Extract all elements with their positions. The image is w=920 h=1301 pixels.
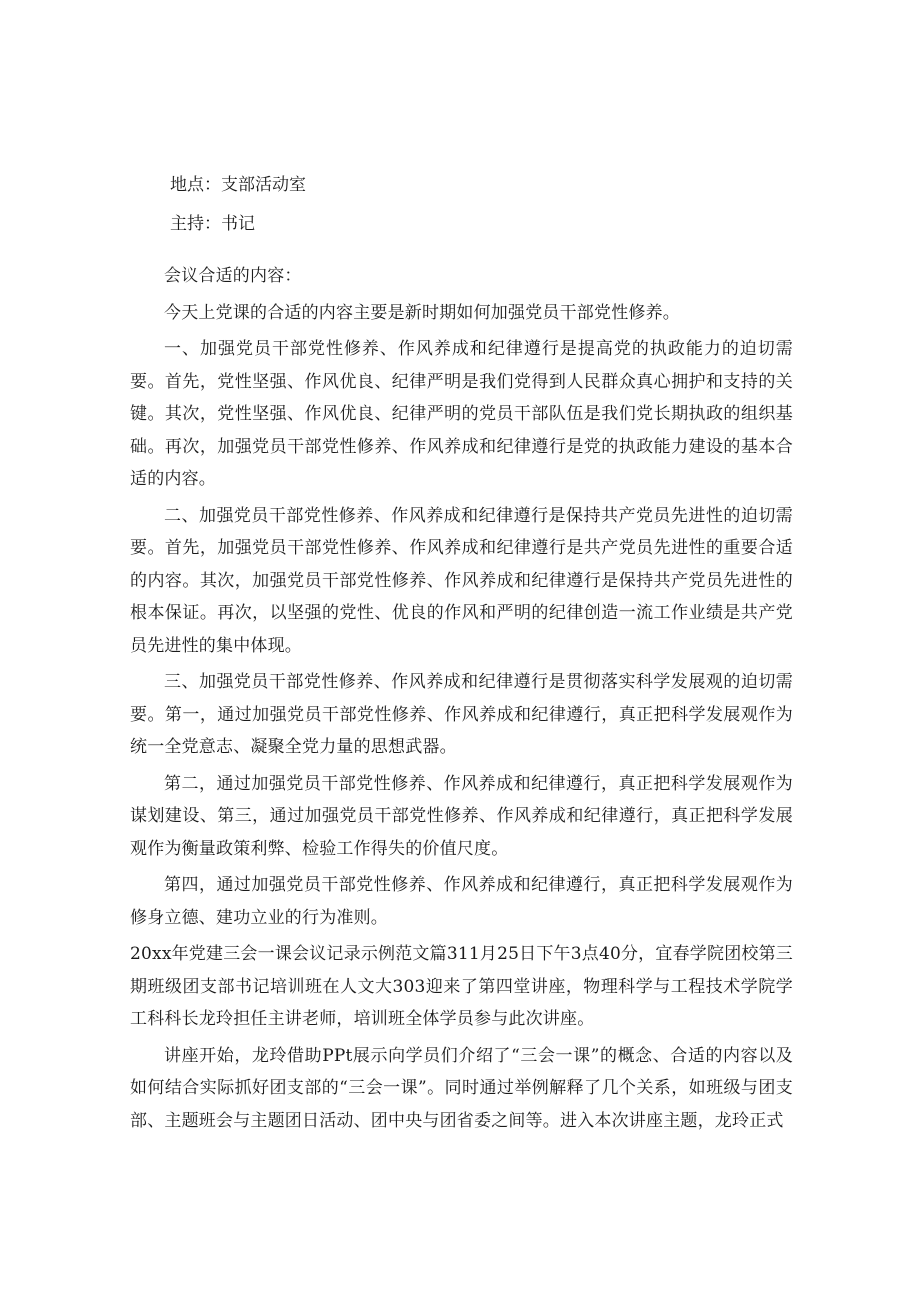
paragraph-lecture-start: 讲座开始，龙玲借助PPt展示向学员们介绍了“三会一课”的概念、合适的内容以及如何结合实际抓好团支部的“三会一课”。同时通过举例解释了几个关系，如班级与团支部、主题班会与主题团日活动、团中央与团省委之间等。进入本次讲座主题，龙玲正式 [130, 1045, 793, 1131]
paragraph-point-one: 一、加强党员干部党性修养、作风养成和纪律遵行是提高党的执政能力的迫切需要。首先，党性坚强、作风优良、纪律严明是我们党得到人民群众真心拥护和支持的关键。其次，党性坚强、作风优良、纪律严明的党员干部队伍是我们党长期执政的组织基础。再次，加强党员干部党性修养、作风养成和纪律遵行是党的执政能力建设的基本合适的内容。 [130, 339, 793, 489]
paragraph-point-two: 二、加强党员干部党性修养、作风养成和纪律遵行是保持共产党员先进性的迫切需要。首先，加强党员干部党性修养、作风养成和纪律遵行是共产党员先进性的重要合适的内容。其次，加强党员干部党性修养、作风养成和纪律遵行是保持共产党员先进性的根本保证。再次，以坚强的党性、优良的作风和严明的纪律创造一流工作业绩是共产党员先进性的集中体现。 [130, 505, 793, 656]
content-heading: 会议合适的内容： [164, 266, 302, 286]
paragraph-training-record: 20xx年党建三会一课会议记录示例范文篇311月25日下午3点40分，宜春学院团校第三期班级团支部书记培训班在人文大303迎来了第四堂讲座，物理科学与工程技术学院学工科科长龙玲担任主讲老师，培训班全体学员参与此次讲座。 [130, 944, 793, 1029]
paragraph-fourth: 第四，通过加强党员干部党性修养、作风养成和纪律遵行，真正把科学发展观作为修身立德、建功立业的行为准则。 [130, 875, 793, 928]
meeting-host: 主持：书记 [170, 214, 255, 234]
paragraph-second-third: 第二，通过加强党员干部党性修养、作风养成和纪律遵行，真正把科学发展观作为谋划建设、第三，通过加强党员干部党性修养、作风养成和纪律遵行，真正把科学发展观作为衡量政策利弊、检验工作得失的价值尺度。 [130, 773, 793, 859]
paragraph-point-three: 三、加强党员干部党性修养、作风养成和纪律遵行是贯彻落实科学发展观的迫切需要。第一，通过加强党员干部党性修养、作风养成和纪律遵行，真正把科学发展观作为统一全党意志、凝聚全党力量的思想武器。 [130, 672, 793, 757]
document-page [130, 170, 793, 1141]
meeting-location: 地点：支部活动室 [170, 175, 306, 195]
content-intro: 今天上党课的合适的内容主要是新时期如何加强党员干部党性修养。 [164, 302, 680, 323]
